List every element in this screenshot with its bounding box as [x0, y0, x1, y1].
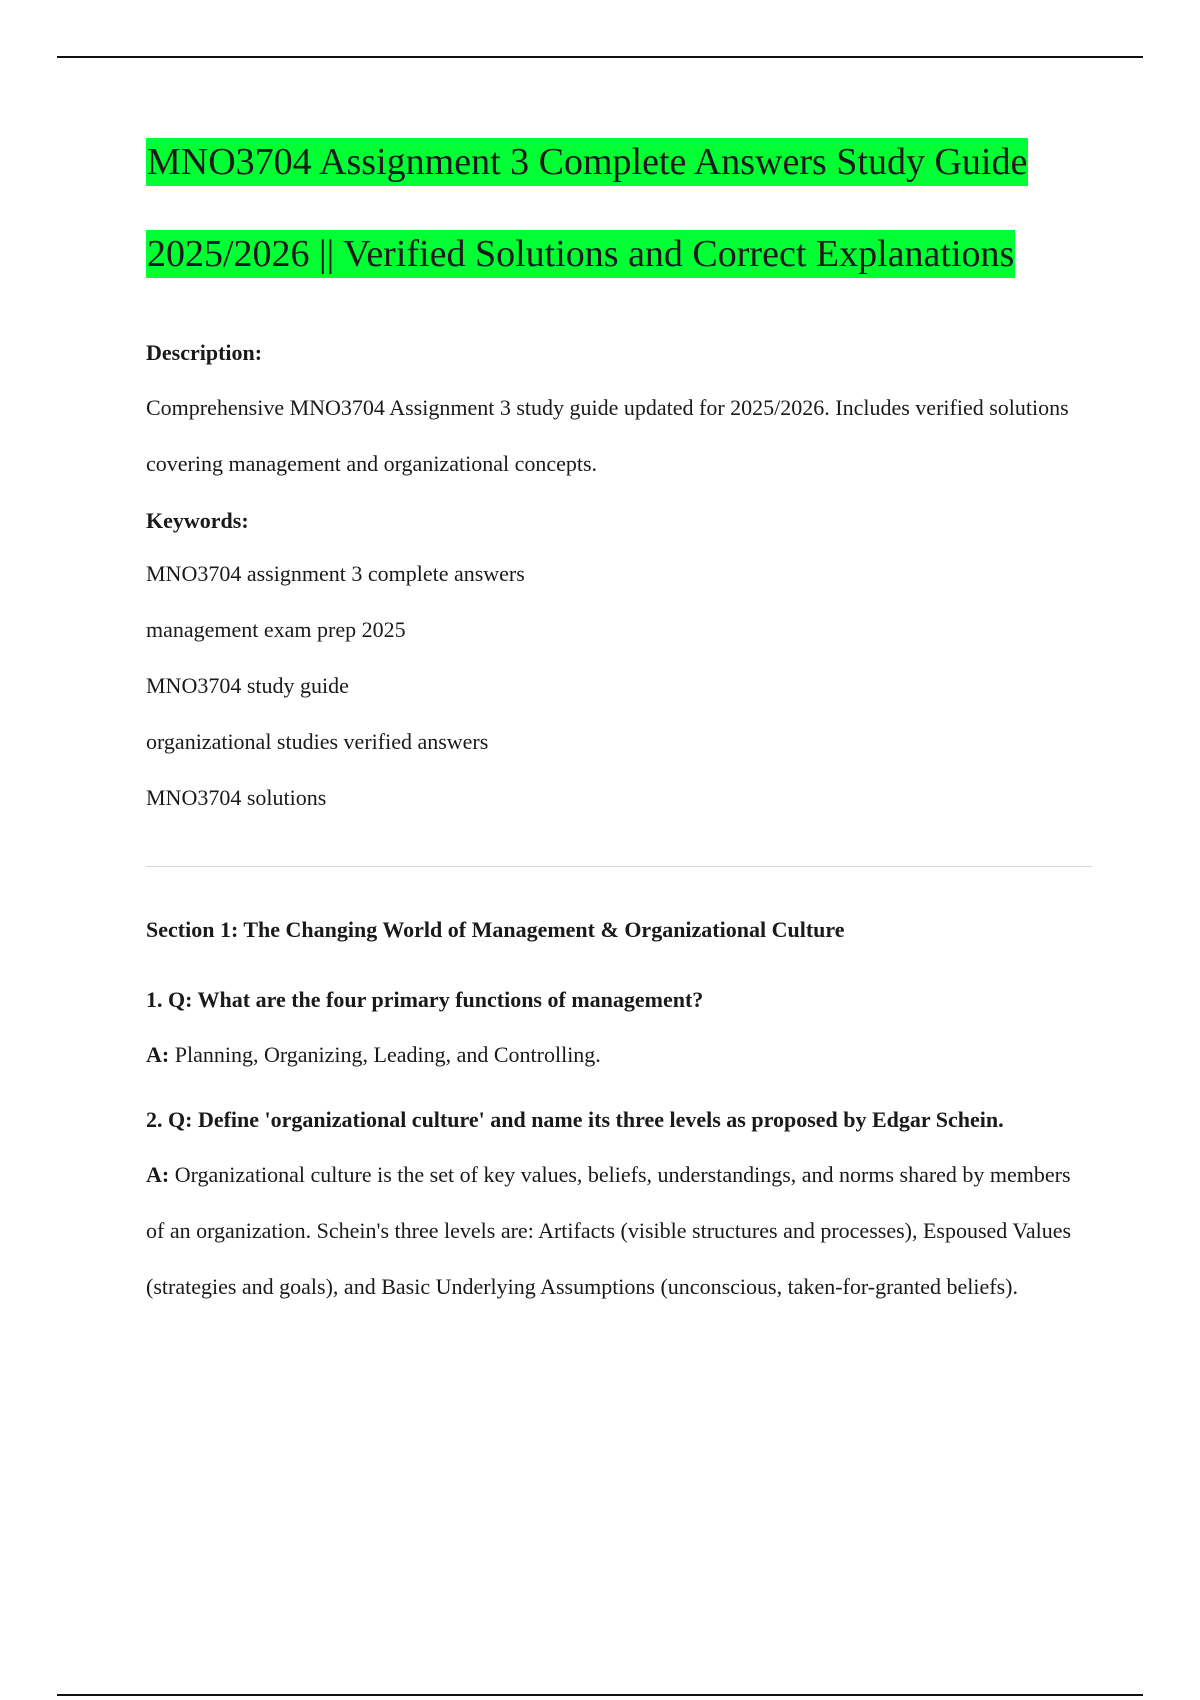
title-row-1 — [146, 138, 1092, 230]
question-2: 2. Q: Define 'organizational culture' and name its three levels as proposed by Edgar Schein. — [146, 1107, 1004, 1132]
answer-text: Organizational culture is the set of key values, beliefs, understandings, and norms shared by members of an organization. Schein's three levels are: Artifacts (visible structures and processes), Espoused Values (strategies and goals), and Basic Underlying Assumptions (unconscious, taken-for-granted beliefs). — [146, 1162, 1072, 1299]
document-title-line-2: 2025/2026 || Verified Solutions and Correct Explanations — [146, 230, 1015, 278]
keyword-item: MNO3704 study guide — [146, 673, 349, 698]
description-label: Description: — [146, 340, 263, 365]
keyword-item: management exam prep 2025 — [146, 617, 406, 642]
bottom-rule — [57, 1694, 1143, 1696]
keyword-list — [146, 546, 1092, 826]
answer-2 — [146, 1147, 1092, 1315]
answer-1 — [146, 1027, 1092, 1083]
section-heading: Section 1: The Changing World of Management & Organizational Culture — [146, 917, 845, 942]
title-row-2 — [146, 230, 1092, 330]
keyword-item: organizational studies verified answers — [146, 729, 489, 754]
document-title-line-1: MNO3704 Assignment 3 Complete Answers Study Guide — [146, 138, 1028, 186]
top-rule — [57, 56, 1143, 58]
answer-text: Planning, Organizing, Leading, and Controlling. — [169, 1042, 601, 1067]
keywords-label: Keywords: — [146, 508, 249, 533]
description-text: Comprehensive MNO3704 Assignment 3 study guide updated for 2025/2026. Includes verified solutions covering management and organizational concepts. — [146, 395, 1069, 476]
answer-label: A: — [146, 1162, 170, 1187]
document-body — [146, 138, 1092, 1315]
section-divider — [146, 866, 1092, 867]
answer-label: A: — [146, 1042, 170, 1067]
question-1: 1. Q: What are the four primary functions of management? — [146, 987, 704, 1012]
keyword-item: MNO3704 solutions — [146, 785, 327, 810]
keyword-item: MNO3704 assignment 3 complete answers — [146, 561, 525, 586]
